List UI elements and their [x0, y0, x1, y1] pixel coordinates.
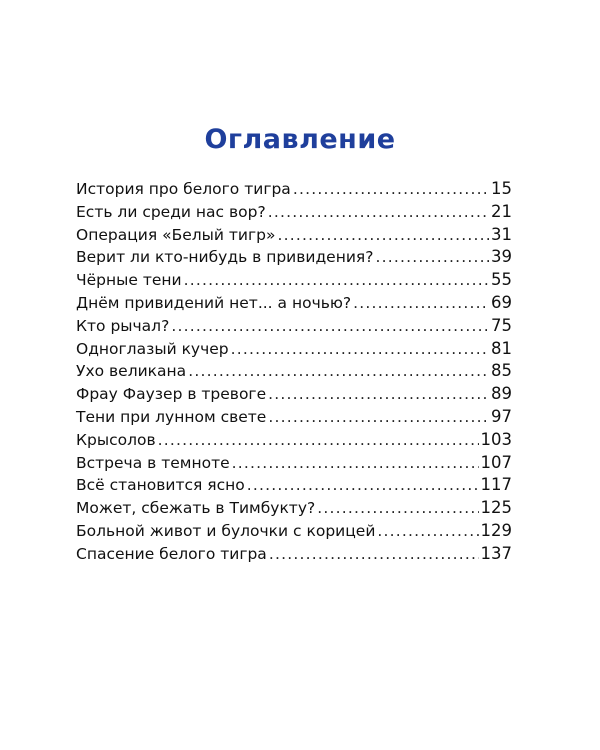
- toc-entry-page: 103: [480, 429, 512, 449]
- toc-entry: [76, 269, 512, 292]
- toc-entry: [76, 383, 512, 406]
- toc-entry-page: 39: [491, 247, 512, 267]
- toc-entry-title: История про белого тигра: [76, 180, 291, 198]
- dot-leader: [353, 292, 489, 315]
- toc-entry: [76, 543, 512, 566]
- toc-entry-page: 85: [491, 361, 512, 381]
- toc-entry-page: 81: [491, 338, 512, 358]
- toc-entry-page: 75: [491, 315, 512, 335]
- toc-entry-page: 69: [491, 292, 512, 312]
- toc-entry: [76, 201, 512, 224]
- dot-leader: [293, 178, 489, 201]
- dot-leader: [231, 338, 489, 361]
- dot-leader: [317, 497, 478, 520]
- toc-entry: [76, 452, 512, 475]
- toc-entry-title: Встреча в темноте: [76, 453, 230, 472]
- dot-leader: [377, 520, 478, 543]
- toc-entry-page: 97: [491, 406, 512, 426]
- toc-entry: [76, 224, 512, 247]
- toc-entry-title: Больной живот и булочки с корицей: [76, 521, 376, 540]
- toc-entry: [76, 178, 512, 201]
- toc-entry-title: Днём привидений нет... а ночью?: [76, 293, 352, 312]
- dot-leader: [268, 406, 489, 429]
- toc-entry-page: 137: [480, 543, 512, 563]
- toc-entry-page: 55: [491, 270, 512, 290]
- dot-leader: [158, 429, 479, 452]
- toc-entry-title: Ухо великана: [76, 362, 187, 381]
- toc-entry-title: Верит ли кто-нибудь в привидения?: [76, 248, 374, 267]
- toc-entry: [76, 520, 512, 543]
- toc-entry: [76, 429, 512, 452]
- toc-entry-title: Есть ли среди нас вор?: [76, 202, 266, 221]
- dot-leader: [188, 360, 489, 383]
- dot-leader: [247, 474, 479, 497]
- toc-entry: [76, 292, 512, 315]
- toc-entry-page: 107: [480, 452, 512, 472]
- toc-entry-title: Одноглазый кучер: [76, 339, 229, 358]
- toc-entry-page: 125: [480, 498, 512, 518]
- toc-entry: [76, 315, 512, 338]
- table-of-contents: [76, 178, 512, 566]
- toc-entry: [76, 338, 512, 361]
- dot-leader: [375, 246, 489, 269]
- toc-entry-title: Операция «Белый тигр»: [76, 225, 276, 244]
- dot-leader: [171, 315, 489, 338]
- toc-entry-title: Всё становится ясно: [76, 476, 245, 495]
- dot-leader: [277, 224, 489, 247]
- toc-entry-title: Может, сбежать в Тимбукту?: [76, 499, 316, 518]
- toc-entry-title: Фрау Фаузер в тревоге: [76, 385, 267, 404]
- toc-entry: [76, 474, 512, 497]
- toc-entry: [76, 360, 512, 383]
- dot-leader: [268, 383, 489, 406]
- toc-entry-page: 31: [491, 224, 512, 244]
- toc-entry-title: Спасение белого тигра: [76, 544, 267, 563]
- toc-entry-title: Тени при лунном свете: [76, 407, 267, 426]
- toc-entry-page: 21: [491, 201, 512, 221]
- dot-leader: [232, 452, 479, 475]
- toc-entry-title: Кто рычал?: [76, 316, 170, 335]
- toc-entry: [76, 246, 512, 269]
- dot-leader: [269, 543, 479, 566]
- toc-entry-title: Чёрные тени: [76, 271, 182, 290]
- toc-entry: [76, 406, 512, 429]
- toc-entry-page: 129: [480, 520, 512, 540]
- toc-entry-page: 15: [491, 179, 512, 198]
- dot-leader: [184, 269, 489, 292]
- toc-entry-title: Крысолов: [76, 430, 156, 449]
- toc-entry: [76, 497, 512, 520]
- toc-entry-page: 117: [480, 475, 512, 495]
- dot-leader: [268, 201, 489, 224]
- page-title: Оглавление: [204, 124, 396, 156]
- toc-entry-page: 89: [491, 384, 512, 404]
